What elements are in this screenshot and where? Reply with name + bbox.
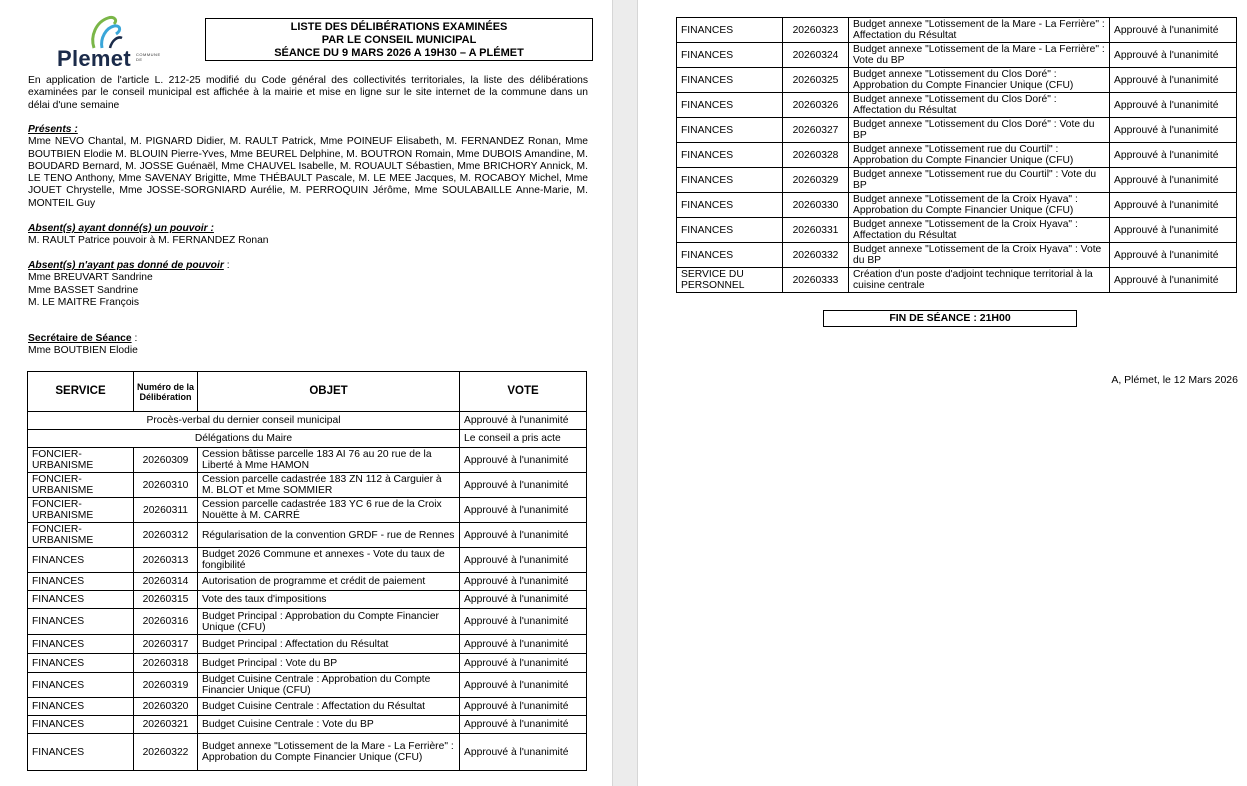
row-objet: Régularisation de la convention GRDF - rue de Rennes — [198, 523, 460, 548]
row-numero: 20260319 — [134, 673, 198, 698]
row-vote: Approuvé à l'unanimité — [1110, 143, 1237, 168]
secretaire-suffix: : — [131, 333, 138, 344]
row-vote: Approuvé à l'unanimité — [460, 498, 587, 523]
document-title-box — [205, 18, 593, 61]
row-vote: Approuvé à l'unanimité — [1110, 43, 1237, 68]
absents-sans-pouvoir-label: Absent(s) n'ayant pas donné de pouvoir — [28, 260, 224, 271]
row-numero: 20260311 — [134, 498, 198, 523]
title-line-2: PAR LE CONSEIL MUNICIPAL — [321, 34, 477, 46]
row-service: FONCIER-URBANISME — [28, 523, 134, 548]
absents-pouvoir-label: Absent(s) ayant donné(s) un pouvoir : — [28, 223, 214, 234]
header-service: SERVICE — [28, 372, 134, 412]
row-objet: Cession parcelle cadastrée 183 ZN 112 à Carguier à M. BLOT et Mme SOMMIER — [198, 473, 460, 498]
table-row — [677, 143, 1237, 168]
row-service: FINANCES — [677, 18, 783, 43]
table-row — [28, 448, 587, 473]
logo-name: Plemet — [57, 46, 131, 71]
page-gutter — [612, 0, 638, 786]
row-service: FONCIER-URBANISME — [28, 448, 134, 473]
secretaire-label: Secrétaire de Séance — [28, 333, 132, 344]
row-objet: Création d'un poste d'adjoint technique territorial à la cuisine centrale — [849, 268, 1110, 293]
absent-line: M. LE MAITRE François — [28, 296, 139, 308]
row-objet: Budget Principal : Approbation du Compte Financier Unique (CFU) — [198, 609, 460, 635]
row-numero: 20260332 — [783, 243, 849, 268]
table-row — [677, 243, 1237, 268]
row-numero: 20260318 — [134, 654, 198, 673]
table-row — [28, 591, 587, 609]
table-row — [677, 168, 1237, 193]
row-vote: Approuvé à l'unanimité — [1110, 243, 1237, 268]
row-vote: Approuvé à l'unanimité — [460, 448, 587, 473]
row-vote: Approuvé à l'unanimité — [1110, 18, 1237, 43]
table-row — [677, 268, 1237, 293]
span-objet: Procès-verbal du dernier conseil municipal — [28, 412, 460, 430]
row-numero: 20260323 — [783, 18, 849, 43]
table-row — [28, 412, 587, 430]
row-numero: 20260325 — [783, 68, 849, 93]
table-row — [677, 18, 1237, 43]
table-row — [28, 609, 587, 635]
row-service: FONCIER-URBANISME — [28, 473, 134, 498]
span-vote: Le conseil a pris acte — [460, 430, 587, 448]
row-objet: Budget annexe "Lotissement rue du Courtil" : Approbation du Compte Financier Unique (CFU) — [849, 143, 1110, 168]
table-row — [28, 734, 587, 771]
row-service: FINANCES — [28, 716, 134, 734]
table-row — [28, 654, 587, 673]
title-line-3: SÉANCE DU 9 MARS 2026 A 19H30 – A PLÉMET — [274, 47, 524, 59]
row-vote: Approuvé à l'unanimité — [460, 698, 587, 716]
row-objet: Budget annexe "Lotissement de la Croix Hyava" : Vote du BP — [849, 243, 1110, 268]
row-service: FINANCES — [28, 698, 134, 716]
row-numero: 20260320 — [134, 698, 198, 716]
table-row — [28, 635, 587, 654]
row-objet: Budget Principal : Affectation du Résultat — [198, 635, 460, 654]
row-vote: Approuvé à l'unanimité — [460, 473, 587, 498]
row-service: FINANCES — [28, 548, 134, 573]
row-objet: Budget annexe "Lotissement du Clos Doré" : Affectation du Résultat — [849, 93, 1110, 118]
row-service: FINANCES — [677, 143, 783, 168]
row-vote: Approuvé à l'unanimité — [1110, 93, 1237, 118]
row-objet: Cession bâtisse parcelle 183 AI 76 au 20 rue de la Liberté à Mme HAMON — [198, 448, 460, 473]
row-vote: Approuvé à l'unanimité — [460, 523, 587, 548]
row-service: FINANCES — [677, 93, 783, 118]
presents-section — [28, 124, 588, 210]
row-numero: 20260331 — [783, 218, 849, 243]
row-vote: Approuvé à l'unanimité — [460, 734, 587, 771]
row-vote: Approuvé à l'unanimité — [460, 654, 587, 673]
title-line-1: LISTE DES DÉLIBÉRATIONS EXAMINÉES — [290, 21, 508, 33]
plemet-logo — [50, 8, 161, 71]
row-numero: 20260317 — [134, 635, 198, 654]
row-numero: 20260316 — [134, 609, 198, 635]
row-objet: Autorisation de programme et crédit de paiement — [198, 573, 460, 591]
row-service: FINANCES — [28, 609, 134, 635]
table-row — [28, 673, 587, 698]
row-vote: Approuvé à l'unanimité — [1110, 193, 1237, 218]
row-numero: 20260328 — [783, 143, 849, 168]
row-objet: Budget annexe "Lotissement de la Croix Hyava" : Approbation du Compte Financier Unique (CFU) — [849, 193, 1110, 218]
row-numero: 20260326 — [783, 93, 849, 118]
row-service: FINANCES — [677, 218, 783, 243]
row-vote: Approuvé à l'unanimité — [1110, 118, 1237, 143]
table-row — [677, 68, 1237, 93]
table-row — [28, 473, 587, 498]
row-objet: Budget Principal : Vote du BP — [198, 654, 460, 673]
row-service: FINANCES — [677, 43, 783, 68]
deliberations-table — [27, 371, 587, 771]
row-numero: 20260333 — [783, 268, 849, 293]
row-numero: 20260313 — [134, 548, 198, 573]
row-service: FINANCES — [28, 591, 134, 609]
intro-paragraph: En application de l'article L. 212-25 modifié du Code général des collectivités territoriales, la liste des délibérations examinées par le conseil municipal est affichée à la mairie et mise en ligne sur le site internet de la commune dans un délai d'une semaine — [28, 75, 588, 111]
row-service: FINANCES — [677, 243, 783, 268]
row-vote: Approuvé à l'unanimité — [460, 548, 587, 573]
row-objet: Budget annexe "Lotissement rue du Courtil" : Vote du BP — [849, 168, 1110, 193]
fin-de-seance: FIN DE SÉANCE : 21H00 — [823, 310, 1077, 327]
row-service: FINANCES — [677, 168, 783, 193]
row-service: FINANCES — [28, 654, 134, 673]
table-row — [28, 430, 587, 448]
table-row — [28, 548, 587, 573]
row-numero: 20260314 — [134, 573, 198, 591]
absent-line: Mme BREUVART Sandrine — [28, 272, 153, 284]
row-objet: Budget annexe "Lotissement du Clos Doré" : Approbation du Compte Financier Unique (CFU) — [849, 68, 1110, 93]
row-objet: Budget annexe "Lotissement de la Croix Hyava" : Affectation du Résultat — [849, 218, 1110, 243]
row-objet: Budget annexe "Lotissement de la Mare - La Ferrière" : Approbation du Compte Financier Unique (CFU) — [198, 734, 460, 771]
row-numero: 20260310 — [134, 473, 198, 498]
header-numero: Numéro de la Délibération — [134, 372, 198, 412]
row-objet: Budget annexe "Lotissement de la Mare - La Ferrière" : Vote du BP — [849, 43, 1110, 68]
row-numero: 20260322 — [134, 734, 198, 771]
row-numero: 20260329 — [783, 168, 849, 193]
absents-pouvoir-line: M. RAULT Patrice pouvoir à M. FERNANDEZ Ronan — [28, 235, 269, 247]
row-objet: Budget Cuisine Centrale : Vote du BP — [198, 716, 460, 734]
row-vote: Approuvé à l'unanimité — [460, 635, 587, 654]
row-vote: Approuvé à l'unanimité — [460, 591, 587, 609]
logo-small-text: COMMUNE DE — [136, 52, 161, 62]
row-vote: Approuvé à l'unanimité — [1110, 68, 1237, 93]
row-service: FINANCES — [677, 68, 783, 93]
row-vote: Approuvé à l'unanimité — [460, 573, 587, 591]
table-row — [677, 218, 1237, 243]
row-service: FINANCES — [28, 635, 134, 654]
table-row — [677, 43, 1237, 68]
table-row — [28, 698, 587, 716]
row-objet: Cession parcelle cadastrée 183 YC 6 rue de la Croix Nouëtte à M. CARRÉ — [198, 498, 460, 523]
secretaire-section — [28, 333, 588, 358]
row-service: FINANCES — [28, 673, 134, 698]
row-numero: 20260321 — [134, 716, 198, 734]
row-numero: 20260327 — [783, 118, 849, 143]
header-vote: VOTE — [460, 372, 587, 412]
row-service: SERVICE DU PERSONNEL — [677, 268, 783, 293]
document-page-1 — [0, 0, 612, 786]
secretaire-name: Mme BOUTBIEN Elodie — [28, 345, 138, 357]
row-objet: Vote des taux d'impositions — [198, 591, 460, 609]
row-vote: Approuvé à l'unanimité — [460, 673, 587, 698]
row-objet: Budget Cuisine Centrale : Affectation du Résultat — [198, 698, 460, 716]
table-row — [28, 573, 587, 591]
row-vote: Approuvé à l'unanimité — [1110, 218, 1237, 243]
table-row — [28, 498, 587, 523]
row-objet: Budget annexe "Lotissement du Clos Doré" : Vote du BP — [849, 118, 1110, 143]
table-row — [28, 523, 587, 548]
absents-pouvoir-section — [28, 223, 588, 248]
row-numero: 20260315 — [134, 591, 198, 609]
row-service: FINANCES — [28, 734, 134, 771]
deliberations-table-continued — [676, 17, 1237, 293]
date-line: A, Plémet, le 12 Mars 2026 — [1111, 374, 1238, 386]
absents-sans-pouvoir-suffix: : — [223, 260, 230, 271]
presents-label: Présents : — [28, 124, 78, 135]
row-vote: Approuvé à l'unanimité — [1110, 168, 1237, 193]
table-header-row — [28, 372, 587, 412]
presents-list: Mme NEVO Chantal, M. PIGNARD Didier, M. RAULT Patrick, Mme POINEUF Elisabeth, M. FERNANDEZ Ronan, Mme BOUTBIEN Elodie M. BLOUIN Pierre-Yves, Mme BEUREL Delphine, M. BOUTRON Romain, Mme DUBOIS Amandine, M. BOUDARD Bernard, M. JOSSE Guénaël, Mme CHAUVEL Isabelle, M. ROUAULT Sébastien, Mme BRICHORY Annick, M. LE TENO Anthony, Mme SAVENAY Brigitte, Mme THÉBAULT Pascale, M. LE MEE Jacques, M. ROCABOY Michel, Mme JOUET Chrystelle, Mme JOSSE-SORGNIARD Aurélie, M. PERROQUIN Jérôme, Mme SOULABAILLE Anne-Marie, M. MONTEIL Guy — [28, 136, 588, 209]
row-numero: 20260309 — [134, 448, 198, 473]
span-vote: Approuvé à l'unanimité — [460, 412, 587, 430]
row-objet: Budget 2026 Commune et annexes - Vote du taux de fongibilité — [198, 548, 460, 573]
row-objet: Budget annexe "Lotissement de la Mare - La Ferrière" : Affectation du Résultat — [849, 18, 1110, 43]
table-row — [677, 93, 1237, 118]
absents-sans-pouvoir-section — [28, 260, 588, 309]
row-vote: Approuvé à l'unanimité — [460, 609, 587, 635]
row-service: FINANCES — [677, 193, 783, 218]
row-objet: Budget Cuisine Centrale : Approbation du Compte Financier Unique (CFU) — [198, 673, 460, 698]
row-service: FINANCES — [677, 118, 783, 143]
row-service: FINANCES — [28, 573, 134, 591]
table-row — [677, 118, 1237, 143]
table-row — [677, 193, 1237, 218]
header-objet: OBJET — [198, 372, 460, 412]
absent-line: Mme BASSET Sandrine — [28, 284, 139, 296]
row-numero: 20260330 — [783, 193, 849, 218]
row-numero: 20260324 — [783, 43, 849, 68]
table-row — [28, 716, 587, 734]
row-service: FONCIER-URBANISME — [28, 498, 134, 523]
row-vote: Approuvé à l'unanimité — [460, 716, 587, 734]
row-numero: 20260312 — [134, 523, 198, 548]
row-vote: Approuvé à l'unanimité — [1110, 268, 1237, 293]
span-objet: Délégations du Maire — [28, 430, 460, 448]
